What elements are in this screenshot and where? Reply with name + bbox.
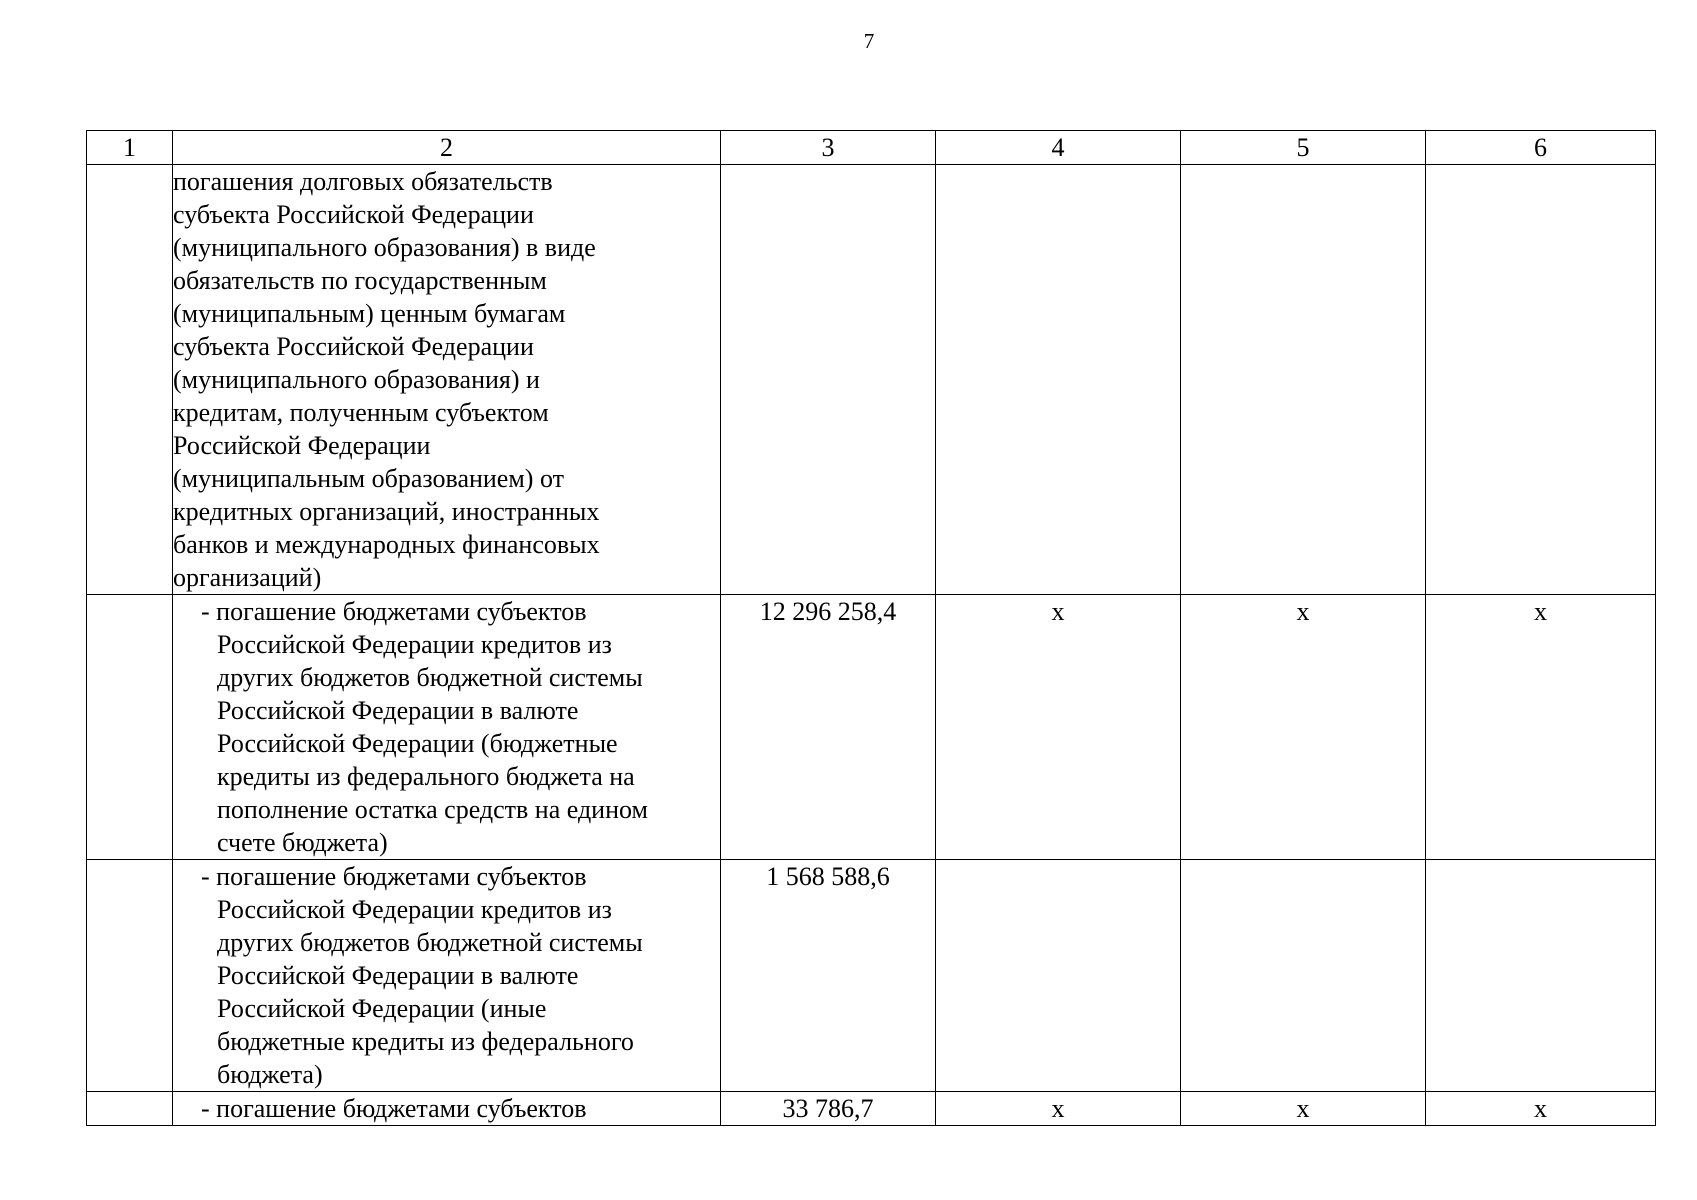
description-cell: - погашение бюджетами субъектов [173,1092,721,1126]
row-number-cell [87,595,173,860]
description-cell: погашения долговых обязательств субъекта Российской Федерации (муниципального образования) в виде обязательств по государственным (муниципальным) ценным бумагам субъекта Российской Федерации (муниципального образования) и кредитам, полученным субъектом Российской Федерации (муниципальным образованием) от кредитных организаций, иностранных банков и международных финансовых организаций) [173,165,721,595]
column-5-cell [1181,860,1426,1092]
column-header-4: 4 [936,131,1181,165]
header-row [87,131,1656,165]
column-header-1: 1 [87,131,173,165]
column-header-6: 6 [1426,131,1656,165]
amount-cell: 1 568 588,6 [721,860,936,1092]
budget-table [86,130,1656,1126]
row-number-cell [87,1092,173,1126]
amount-cell: 33 786,7 [721,1092,936,1126]
amount-cell [721,165,936,595]
column-5-cell: x [1181,1092,1426,1126]
table-row [87,595,1656,860]
column-5-cell [1181,165,1426,595]
column-4-cell [936,860,1181,1092]
column-6-cell [1426,165,1656,595]
column-6-cell: x [1426,1092,1656,1126]
description-cell: - погашение бюджетами субъектов Российской Федерации кредитов из других бюджетов бюджетной системы Российской Федерации в валюте Российской Федерации (бюджетные кредиты из федерального бюджета на пополнение остатка средств на едином счете бюджета) [173,595,721,860]
column-4-cell [936,165,1181,595]
row-number-cell [87,165,173,595]
table-body [87,165,1656,1126]
description-cell: - погашение бюджетами субъектов Российской Федерации кредитов из других бюджетов бюджетной системы Российской Федерации в валюте Российской Федерации (иные бюджетные кредиты из федерального бюджета) [173,860,721,1092]
column-header-5: 5 [1181,131,1426,165]
column-header-2: 2 [173,131,721,165]
column-4-cell: x [936,595,1181,860]
column-header-3: 3 [721,131,936,165]
column-4-cell: x [936,1092,1181,1126]
amount-cell: 12 296 258,4 [721,595,936,860]
table-row [87,165,1656,595]
table-header [87,131,1656,165]
row-number-cell [87,860,173,1092]
table-row [87,1092,1656,1126]
table-row [87,860,1656,1092]
column-6-cell: x [1426,595,1656,860]
column-6-cell [1426,860,1656,1092]
column-5-cell: x [1181,595,1426,860]
page-number: 7 [863,29,875,53]
